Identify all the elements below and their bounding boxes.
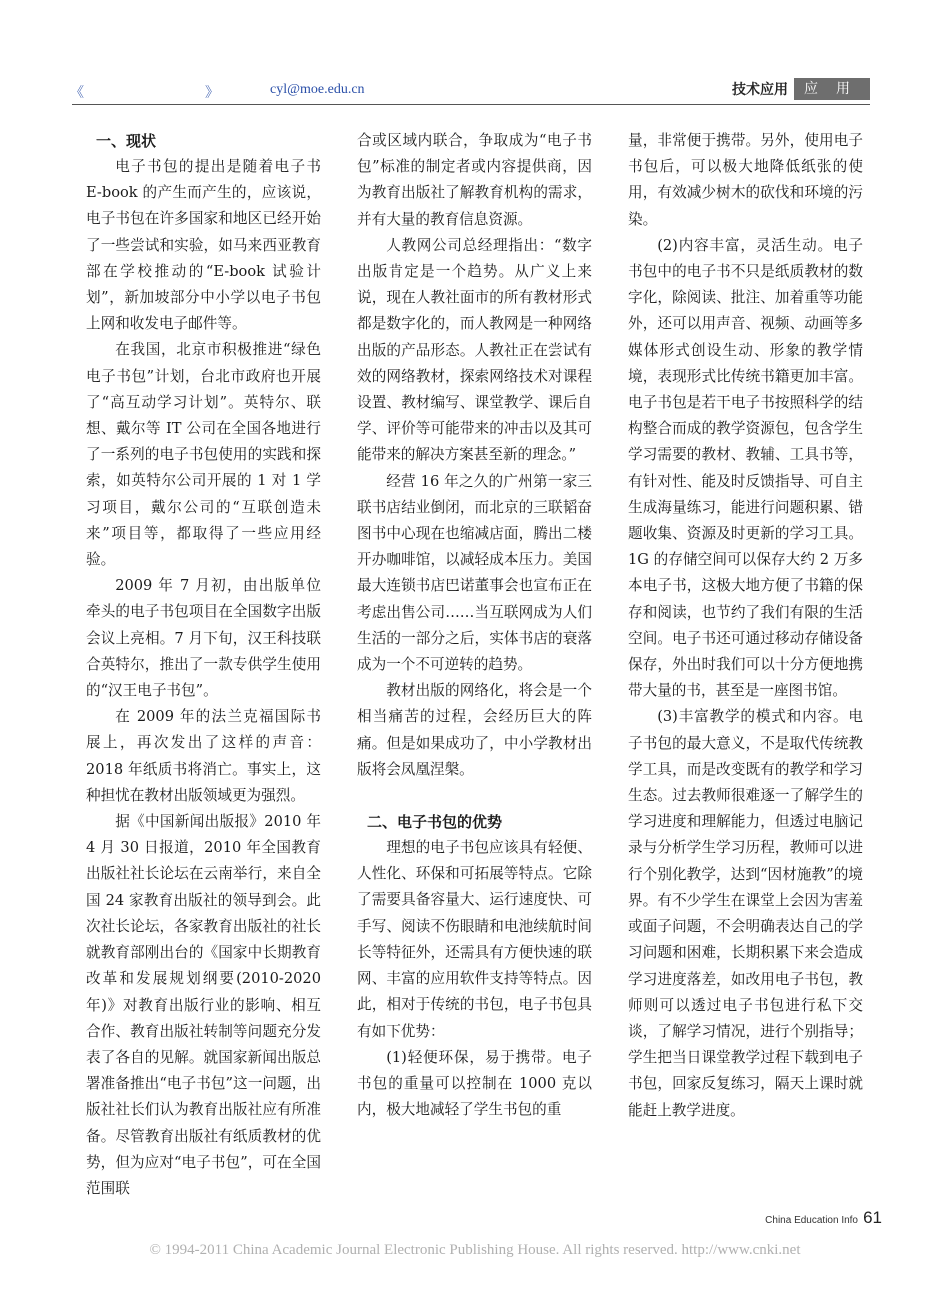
- journal-footer-name: China Education Info: [765, 1215, 858, 1226]
- heading-status: 一、现状: [96, 132, 157, 150]
- paragraph: 经营 16 年之久的广州第一家三联书店结业倒闭，而北京的三联韬奋图书中心现在也缩减店面，腾出二楼开办咖啡馆，以减轻成本压力。美国最大连锁书店巴诺董事会也宣布正在考虑出售公司……当互联网成为人们生活的一部分之后，实体书店的衰落成为一个不可逆转的趋势。: [357, 472, 592, 674]
- section-title: 技术应用: [732, 82, 788, 98]
- paragraph: 在我国，北京市积极推进“绿色电子书包”计划，台北市政府也开展了“高互动学习计划”。英特尔、联想、戴尔等 IT 公司在全国各地进行了一系列的电子书包使用的实践和探索，如英特尔公司开展的 1 对 1 学习项目，戴尔公司的“互联创造未来”项目等，都取得了一些应用经验。: [86, 341, 321, 569]
- paragraph: 合或区域内联合，争取成为“电子书包”标准的制定者或内容提供商，因为教育出版社了解教育机构的需求，并有大量的教育信息资源。: [357, 132, 592, 228]
- paragraph: (3)丰富教学的模式和内容。电子书包的最大意义，不是取代传统教学工具，而是改变既有的教学和学习生态。过去教师很难逐一了解学生的学习进度和理解能力，但透过电脑记录与分析学生学习历程，教师可以进行个别化教学，达到“因材施教”的境界。有不少学生在课堂上会因为害羞或面子问题，不会明确表达自己的学习问题和困难，长期积累下来会造成学习进度落差，如改用电子书包，教师则可以透过电子书包进行私下交谈，了解学习情况，进行个别指导；学生把当日课堂教学过程下载到电子书包，回家反复练习，隔天上课时就能赶上教学进度。: [628, 708, 863, 1119]
- column-2: [357, 128, 592, 1123]
- paragraph: 人教网公司总经理指出：“数字出版肯定是一个趋势。从广义上来说，现在人教社面市的所有教材形式都是数字化的，而人教网是一种网络出版的产品形态。人教社正在尝试有效的网络教材，探索网络技术对课程设置、教材编写、课堂教学、课后自学、评价等可能带来的冲击以及其可能带来的解决方案甚至新的理念。”: [357, 236, 592, 464]
- paragraph: (2)内容丰富，灵活生动。电子书包中的电子书不只是纸质教材的数字化，除阅读、批注、加着重等功能外，还可以用声音、视频、动画等多媒体形式创设生动、形象的教学情境，表现形式比传统书籍更加丰富。电子书包是若干电子书按照科学的结构整合而成的教学资源包，包含学生学习需要的教材、教辅、工具书等，有针对性、能及时反馈指导、可自主生成海量练习，能进行问题积累、错题收集、资源及时更新的学习工具。1G 的存储空间可以保存大约 2 万多本电子书，这极大地方便了书籍的保存和阅读，也节约了我们有限的生活空间。电子书还可通过移动存储设备保存，外出时我们可以十分方便地携带大量的书，甚至是一座图书馆。: [628, 236, 863, 700]
- section-spacer: [357, 783, 592, 809]
- paragraph: 教材出版的网络化，将会是一个相当痛苦的过程，会经历巨大的阵痛。但是如果成功了，中小学教材出版将会凤凰涅槃。: [357, 682, 592, 778]
- journal-bracket-open: 《: [70, 85, 84, 101]
- paragraph: 据《中国新闻出版报》2010 年 4 月 30 日报道，2010 年全国教育出版社社长论坛在云南举行，来自全国 24 家教育出版社的领导到会。此次社长论坛，各家教育出版社的社长就教育部刚出台的《国家中长期教育改革和发展规划纲要(2010-2020 年)》对教育出版行业的影响、相互合作、教育出版社转制等问题充分发表了各自的见解。就国家新闻出版总署准备推出“电子书包”这一问题，出版社社长们认为教育出版社应有所准备。尽管教育出版社有纸质教材的优势，但为应对“电子书包”，可在全国范围联: [86, 813, 321, 1197]
- column-1: [86, 128, 321, 1202]
- heading-advantages: 二、电子书包的优势: [367, 813, 503, 832]
- section-header: [732, 78, 870, 100]
- paragraph: 2009 年 7 月初，由出版单位牵头的电子书包项目在全国数字出版会议上亮相。7 月下旬，汉王科技联合英特尔，推出了一款专供学生使用的“汉王电子书包”。: [86, 577, 321, 700]
- paragraph: 理想的电子书包应该具有轻便、人性化、环保和可拓展等特点。它除了需要具备容量大、运行速度快、可手写、阅读不伤眼睛和电池续航时间长等特征外，还需具有方便快速的联网、丰富的应用软件支持等特点。因此，相对于传统的书包，电子书包具有如下优势：: [357, 839, 592, 1040]
- paragraph: 量，非常便于携带。另外，使用电子书包后，可以极大地降低纸张的使用，有效减少树木的砍伐和环境的污染。: [628, 132, 863, 228]
- copyright-watermark: © 1994-2011 China Academic Journal Electronic Publishing House. All rights reserved. http://www.cnki.net: [149, 1242, 801, 1258]
- header-rule: [72, 104, 870, 105]
- paragraph: 电子书包的提出是随着电子书 E-book 的产生而产生的，应该说，电子书包在许多国家和地区已经开始了一些尝试和实验，如马来西亚教育部在学校推动的“E-book 试验计划”，新加坡部分中小学以电子书包上网和收发电子邮件等。: [86, 158, 321, 333]
- paragraph: 在 2009 年的法兰克福国际书展上，再次发出了这样的声音：2018 年纸质书将消亡。事实上，这种担忧在教材出版领域更为强烈。: [86, 708, 321, 804]
- email-link[interactable]: cyl@moe.edu.cn: [270, 82, 365, 97]
- paragraph: (1)轻便环保，易于携带。电子书包的重量可以控制在 1000 克以内，极大地减轻了学生书包的重: [357, 1048, 592, 1119]
- section-tag: 应用: [794, 78, 870, 100]
- page-number: 61: [863, 1208, 882, 1227]
- journal-bracket-close: 》: [205, 85, 219, 101]
- column-3: [628, 128, 863, 1124]
